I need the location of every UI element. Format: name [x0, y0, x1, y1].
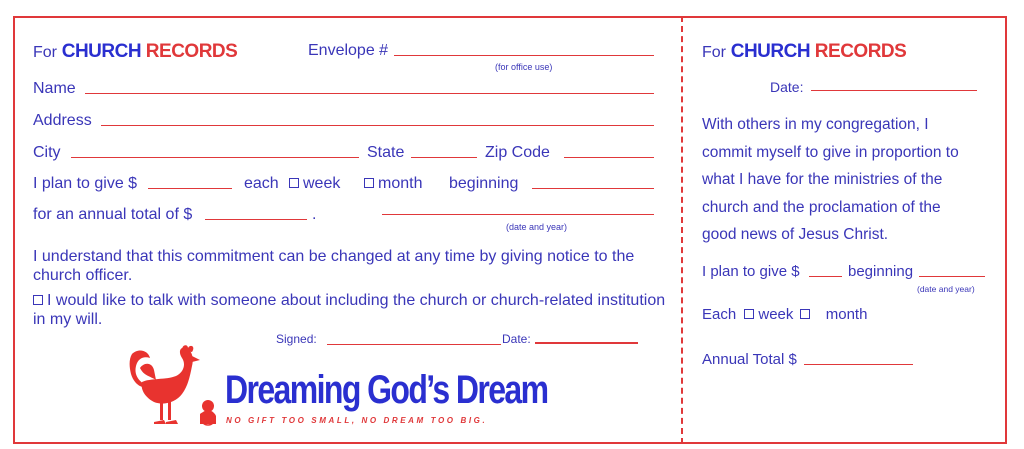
envelope-label: Envelope # [308, 42, 389, 59]
plan-label: I plan to give $ [33, 175, 138, 192]
right-annual-field[interactable] [804, 364, 913, 365]
beginning-label: beginning [449, 175, 519, 192]
sign-date-field[interactable] [535, 342, 638, 344]
talk-checkbox[interactable] [33, 295, 43, 305]
date-year-note: (date and year) [506, 222, 568, 232]
annual-amount-field[interactable] [205, 219, 307, 220]
zip-field[interactable] [564, 157, 654, 158]
right-date-year-note: (date and year) [917, 284, 975, 294]
month-label: month [378, 175, 423, 192]
right-records-label: RECORDS [814, 41, 907, 62]
left-header [33, 41, 237, 63]
signed-label: Signed: [276, 332, 317, 346]
talk-text: I would like to talk with someone about including the church or church-related institution in my will. [33, 292, 666, 328]
beginning-field[interactable] [532, 188, 654, 189]
right-beginning-field[interactable] [919, 276, 985, 277]
right-week-label: week [758, 306, 794, 323]
week-option[interactable] [289, 175, 340, 193]
perforation-line [681, 16, 683, 444]
brand-tagline: NO GIFT TOO SMALL, NO DREAM TOO BIG. [226, 416, 488, 425]
right-plan-label: I plan to give $ [702, 263, 800, 280]
address-field[interactable] [101, 125, 654, 126]
state-label: State [367, 144, 405, 161]
brand-title: Dreaming God’s Dream [225, 368, 548, 412]
rooster-icon [128, 344, 224, 426]
zip-label: Zip Code [485, 144, 550, 161]
right-date-field[interactable] [811, 90, 977, 91]
envelope-field[interactable] [394, 55, 654, 56]
right-week-checkbox[interactable] [744, 309, 754, 319]
name-label: Name [33, 80, 76, 97]
right-annual-label: Annual Total $ [702, 351, 797, 368]
city-label: City [33, 144, 61, 161]
office-use-note: (for office use) [495, 62, 553, 72]
city-field[interactable] [71, 157, 359, 158]
right-month-label: month [825, 306, 868, 323]
for-label: For [33, 44, 57, 61]
sign-date-label: Date: [502, 332, 531, 346]
records-label: RECORDS [145, 41, 238, 62]
name-field[interactable] [85, 93, 654, 94]
address-label: Address [33, 112, 92, 129]
state-field[interactable] [411, 157, 477, 158]
annual-date-field[interactable] [382, 214, 654, 215]
right-each-label: Each [702, 306, 737, 323]
right-plan-field[interactable] [809, 276, 842, 277]
signature-field[interactable] [327, 344, 501, 345]
month-option[interactable] [364, 175, 422, 193]
right-for-label: For [702, 44, 726, 61]
right-date-label: Date: [770, 79, 804, 95]
commit-text: With others in my congregation, I commit myself to give in proportion to what I have for the ministries of the church and the proclamation of the good news of Jesus Christ. [702, 116, 959, 243]
plan-amount-field[interactable] [148, 188, 232, 189]
right-beginning-label: beginning [848, 263, 914, 280]
right-church-label: CHURCH [730, 41, 811, 62]
church-label: CHURCH [61, 41, 142, 62]
each-label: each [244, 175, 279, 192]
period-mark: . [312, 206, 317, 223]
annual-label: for an annual total of $ [33, 206, 193, 223]
week-checkbox[interactable] [289, 178, 299, 188]
right-month-checkbox[interactable] [800, 309, 810, 319]
right-frequency-row [702, 306, 867, 323]
month-checkbox[interactable] [364, 178, 374, 188]
right-header [702, 41, 906, 63]
week-label: week [303, 175, 341, 192]
understand-text: I understand that this commitment can be changed at any time by giving notice to the church officer. [33, 248, 635, 284]
talk-option[interactable] [33, 291, 673, 329]
